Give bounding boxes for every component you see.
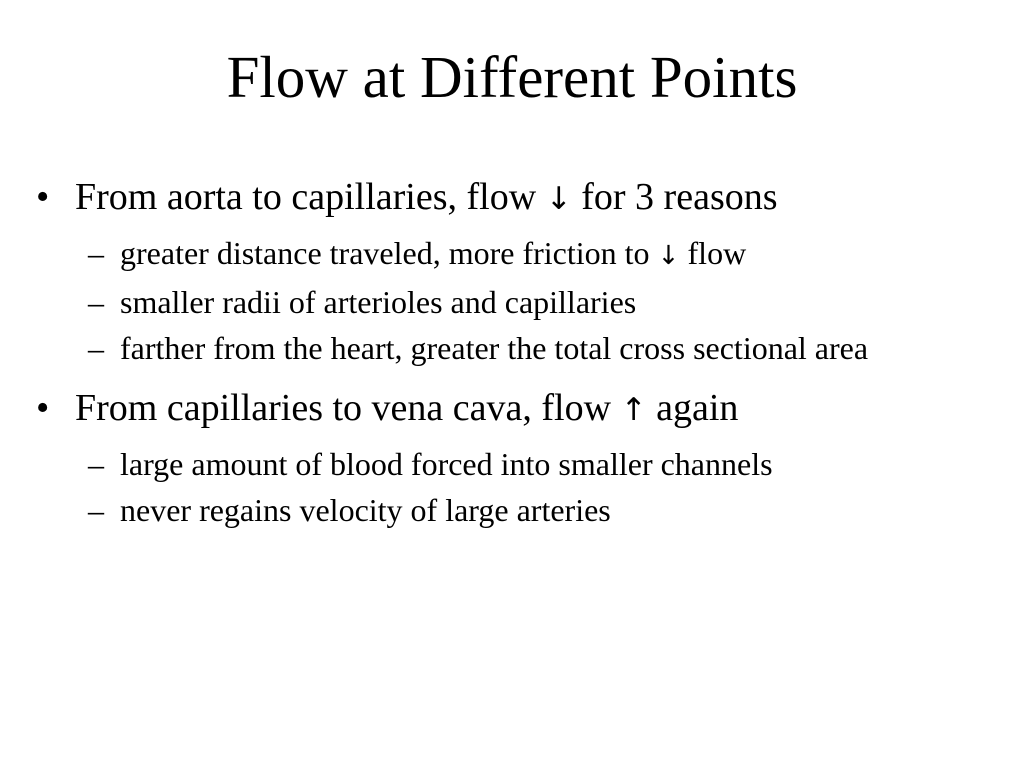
sub-bullet-item (36, 443, 996, 485)
bullet-text-start: From aorta to capillaries, flow (75, 176, 546, 218)
sub-bullet-text: large amount of blood forced into smaller channels (120, 446, 773, 482)
sub-bullet-marker: – (88, 235, 104, 271)
sub-bullet-text: farther from the heart, greater the total cross sectional area (120, 330, 869, 366)
sub-bullet-marker: – (88, 330, 104, 366)
bullet-item (36, 172, 996, 224)
sub-bullet-text-start: greater distance traveled, more friction to (120, 235, 658, 271)
bullet-marker: • (36, 387, 50, 429)
sub-bullet-item (36, 327, 1000, 369)
sub-bullet-item (36, 232, 996, 277)
down-arrow-icon: ↓ (545, 181, 572, 217)
sub-bullet-text-end: flow (679, 235, 747, 271)
bullet-text-end: for 3 reasons (571, 176, 778, 218)
sub-bullet-marker: – (88, 446, 104, 482)
sub-bullet-marker: – (88, 284, 104, 320)
sub-bullet-item (36, 489, 996, 531)
sub-bullet-item (36, 281, 996, 323)
bullet-text-start: From capillaries to vena cava, flow (75, 387, 621, 429)
sub-bullet-text: smaller radii of arterioles and capillaries (120, 284, 637, 320)
bullet-item (36, 383, 996, 435)
up-arrow-icon: ↑ (620, 392, 647, 428)
sub-bullet-text: never regains velocity of large arteries (120, 492, 611, 528)
bullet-list (36, 172, 996, 531)
bullet-marker: • (36, 176, 50, 218)
sub-bullet-marker: – (88, 492, 104, 528)
slide-title: Flow at Different Points (226, 44, 798, 110)
down-arrow-icon: ↓ (657, 241, 680, 271)
bullet-text-end: again (646, 387, 739, 429)
